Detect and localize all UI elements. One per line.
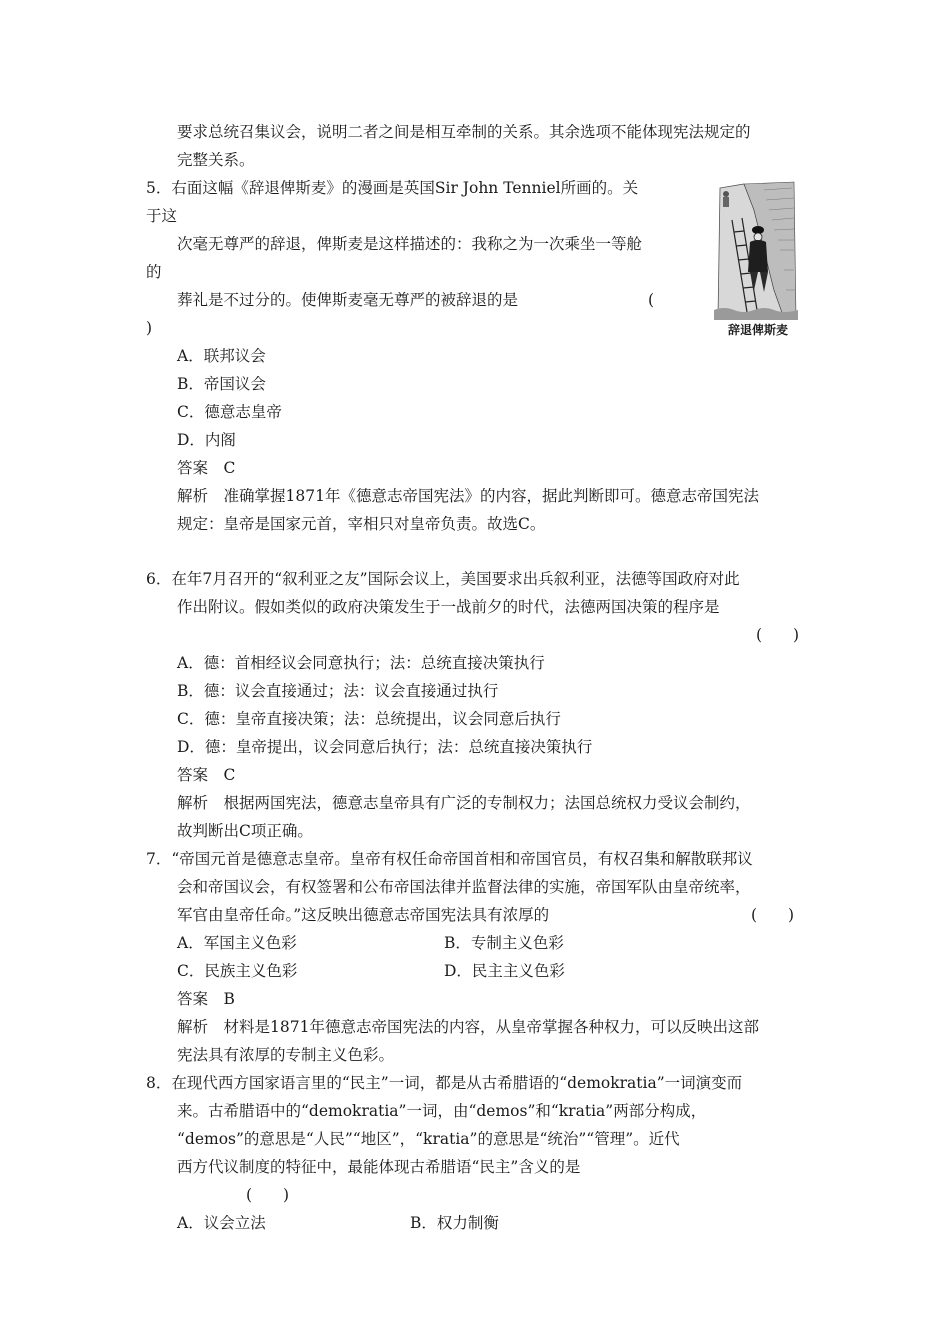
text-line: 来。古希腊语中的“demokratia”一词，由“demos”和“kratia”两部分构成， (177, 1102, 707, 1120)
analysis-text: 解析 材料是1871年德意志帝国宪法的内容，从皇帝掌握各种权力，可以反映出这部 (177, 1018, 759, 1036)
text-line: 的 (146, 263, 162, 281)
answer-bracket-close: ) (146, 319, 153, 337)
option-c: C．德意志皇帝 (177, 403, 282, 421)
option-d: D．民主主义色彩 (444, 962, 565, 980)
text-line: 作出附议。假如类似的政府决策发生于一战前夕的时代，法德两国决策的程序是 (177, 598, 720, 616)
option-a: A．德：首相经议会同意执行；法：总统直接决策执行 (177, 654, 545, 672)
text-line: “demos”的意思是“人民”“地区”，“kratia”的意思是“统治”“管理”。近代 (177, 1130, 680, 1148)
text-line: 次毫无尊严的辞退，俾斯麦是这样描述的：我称之为一次乘坐一等舱 (177, 235, 643, 253)
answer-bracket: ( ) (756, 626, 800, 644)
option-b: B．帝国议会 (177, 375, 266, 393)
option-b: B．德：议会直接通过；法：议会直接通过执行 (177, 682, 499, 700)
answer-bracket: ( ) (751, 906, 795, 924)
option-c: C．民族主义色彩 (177, 962, 298, 980)
cartoon-bismarck-icon (714, 180, 798, 344)
answer-label: 答案 B (177, 990, 235, 1008)
text-line: 葬礼是不过分的。使俾斯麦毫无尊严的被辞退的是 (177, 291, 519, 309)
analysis-text: 规定：皇帝是国家元首，宰相只对皇帝负责。故选C。 (177, 515, 546, 533)
question-5-stem: 5．右面这幅《辞退俾斯麦》的漫画是英国Sir John Tenniel所画的。关 (146, 179, 639, 197)
text-line: 军官由皇帝任命。”这反映出德意志帝国宪法具有浓厚的 (177, 906, 550, 924)
option-d: D．内阁 (177, 431, 236, 449)
cartoon-caption: 辞退俾斯麦 (727, 323, 788, 337)
answer-bracket: ( ) (246, 1186, 290, 1204)
option-d: D．德：皇帝提出，议会同意后执行；法：总统直接决策执行 (177, 738, 593, 756)
text-line: 会和帝国议会，有权签署和公布帝国法律并监督法律的实施，帝国军队由皇帝统率， (177, 878, 751, 896)
option-c: C．德：皇帝直接决策；法：总统提出，议会同意后执行 (177, 710, 561, 728)
answer-label: 答案 C (177, 459, 236, 477)
analysis-text: 宪法具有浓厚的专制主义色彩。 (177, 1046, 395, 1064)
option-a: A．军国主义色彩 (177, 934, 297, 952)
analysis-text: 故判断出C项正确。 (177, 822, 313, 840)
option-b: B．权力制衡 (410, 1214, 499, 1232)
analysis-text: 解析 准确掌握1871年《德意志帝国宪法》的内容，据此判断即可。德意志帝国宪法 (177, 487, 759, 505)
question-6-stem: 6．在年7月召开的“叙利亚之友”国际会议上，美国要求出兵叙利亚，法德等国政府对此 (146, 570, 740, 588)
option-b: B．专制主义色彩 (444, 934, 564, 952)
text-line: 于这 (146, 207, 178, 225)
analysis-text: 解析 根据两国宪法，德意志皇帝具有广泛的专制权力；法国总统权力受议会制约， (177, 794, 751, 812)
answer-bracket-open: ( (648, 291, 655, 309)
option-a: A．议会立法 (177, 1214, 266, 1232)
text-line: 要求总统召集议会，说明二者之间是相互牵制的关系。其余选项不能体现宪法规定的 (177, 123, 751, 141)
answer-label: 答案 C (177, 766, 236, 784)
option-a: A．联邦议会 (177, 347, 266, 365)
text-line: 完整关系。 (177, 151, 255, 169)
question-7-stem: 7．“帝国元首是德意志皇帝。皇帝有权任命帝国首相和帝国官员，有权召集和解散联邦议 (146, 850, 753, 868)
question-8-stem: 8．在现代西方国家语言里的“民主”一词，都是从古希腊语的“demokratia”一词演变而 (146, 1074, 743, 1092)
text-line: 西方代议制度的特征中，最能体现古希腊语“民主”含义的是 (177, 1158, 581, 1176)
